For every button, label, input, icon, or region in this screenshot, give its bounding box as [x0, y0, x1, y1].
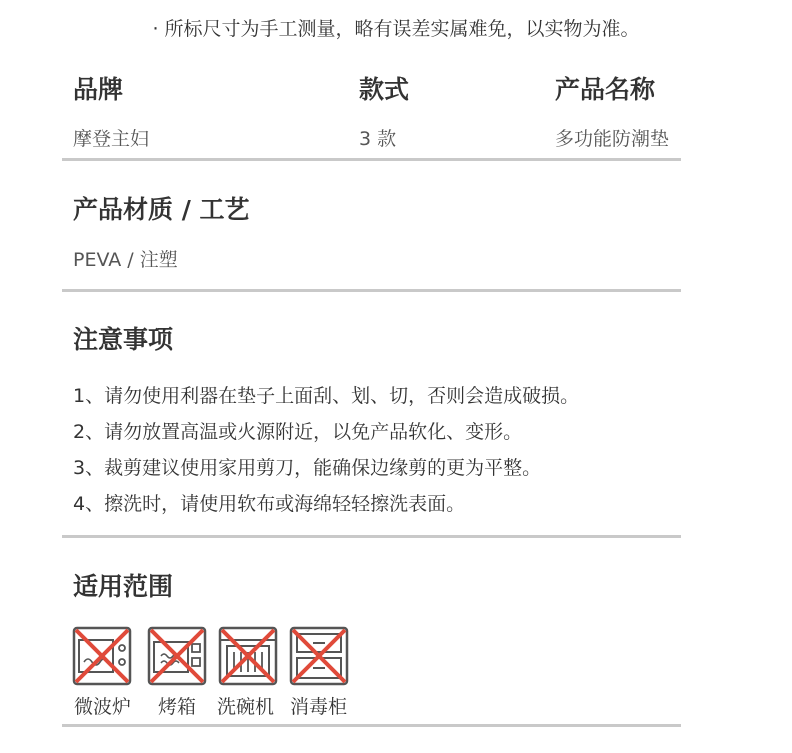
scope-title: 适用范围	[73, 572, 174, 601]
brand-label: 品牌	[73, 75, 124, 104]
list-item: 3、裁剪建议使用家用剪刀，能确保边缘剪的更为平整。	[73, 457, 542, 479]
product-name-label: 产品名称	[555, 75, 656, 104]
measurement-note: · 所标尺寸为手工测量，略有误差实属难免，以实物为准。	[152, 18, 640, 40]
notes-title: 注意事项	[73, 325, 174, 354]
material-label: 产品材质 / 工艺	[73, 195, 250, 224]
notes-list	[73, 384, 579, 528]
icon-label: 洗碗机	[217, 696, 275, 718]
divider	[62, 158, 681, 161]
icon-label: 微波炉	[74, 696, 132, 718]
oven-prohibited-icon	[147, 626, 207, 686]
product-name-value: 多功能防潮垫	[555, 128, 670, 150]
dishwasher-prohibited-icon	[218, 626, 278, 686]
microwave-prohibited-icon	[72, 626, 132, 686]
divider	[62, 724, 681, 727]
list-item: 4、擦洗时，请使用软布或海绵轻轻擦洗表面。	[73, 493, 466, 515]
list-item: 1、请勿使用利器在垫子上面刮、划、切，否则会造成破损。	[73, 385, 580, 407]
divider	[62, 289, 681, 292]
sterilizer-prohibited-icon	[289, 626, 349, 686]
icon-label: 消毒柜	[290, 696, 348, 718]
style-label: 款式	[359, 75, 410, 104]
style-value: 3 款	[359, 128, 397, 150]
material-value: PEVA / 注塑	[73, 249, 178, 271]
icon-label: 烤箱	[158, 696, 197, 718]
brand-value: 摩登主妇	[73, 128, 150, 150]
list-item: 2、请勿放置高温或火源附近，以免产品软化、变形。	[73, 421, 523, 443]
divider	[62, 535, 681, 538]
